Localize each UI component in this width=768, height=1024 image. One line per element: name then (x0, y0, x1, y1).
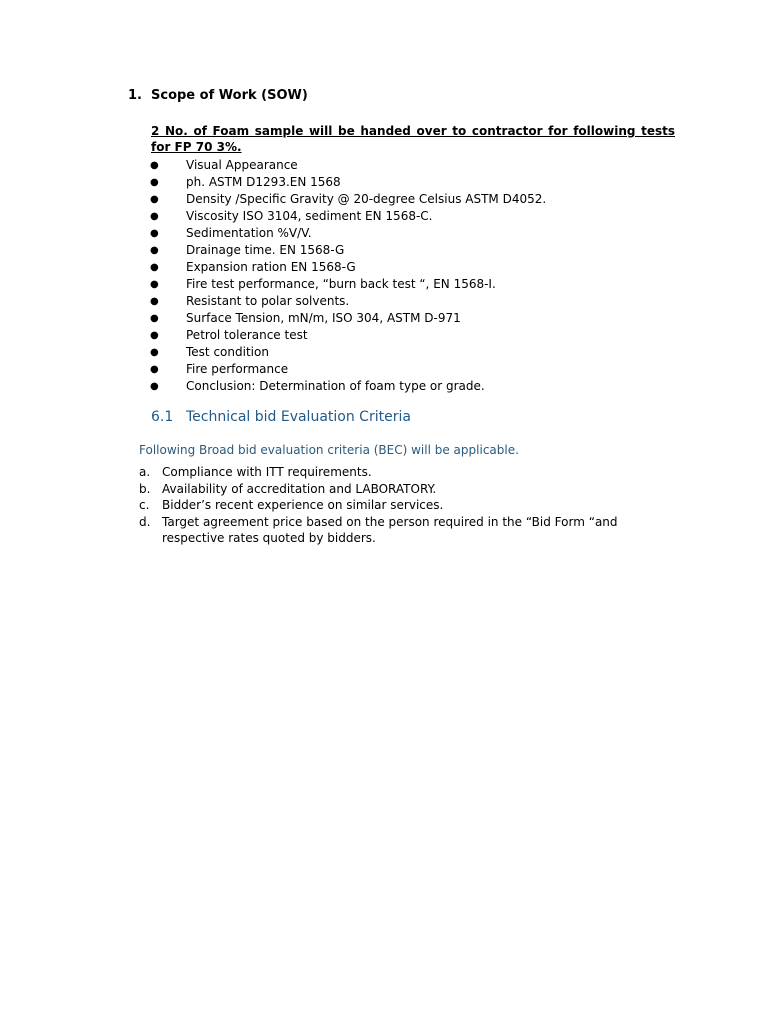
bullet-icon: ● (150, 347, 159, 358)
list-item-text: Expansion ration EN 1568-G (186, 260, 356, 274)
bullet-icon: ● (150, 364, 159, 375)
list-item-text: Viscosity ISO 3104, sediment EN 1568-C. (186, 209, 433, 223)
bullet-icon: ● (150, 262, 159, 273)
list-item-text: Surface Tension, mN/m, ISO 304, ASTM D-971 (186, 311, 461, 325)
list-item (150, 225, 546, 242)
list-item (150, 174, 546, 191)
list-item (150, 378, 546, 395)
list-item-text: Fire performance (186, 362, 289, 376)
list-item (139, 481, 659, 498)
bullet-icon: ● (150, 330, 159, 341)
list-item (150, 293, 546, 310)
list-item (139, 464, 659, 481)
scope-intro: 2 No. of Foam sample will be handed over to contractor for following tests for FP 70 3%. (151, 124, 675, 154)
list-item-text: Target agreement price based on the person required in the “Bid Form “and respective rates quoted by bidders. (162, 514, 618, 545)
list-item-text: ph. ASTM D1293.EN 1568 (186, 175, 341, 189)
list-item (150, 310, 546, 327)
section-number: 1. (128, 88, 142, 103)
list-item (139, 514, 659, 547)
list-item (150, 157, 546, 174)
list-item-text: Fire test performance, “burn back test “, EN 1568-I. (186, 277, 496, 291)
list-item (150, 208, 546, 225)
bullet-icon: ● (150, 177, 159, 188)
list-item (150, 242, 546, 259)
bullet-icon: ● (150, 211, 159, 222)
section-heading (128, 88, 308, 103)
subsection-title: Technical bid Evaluation Criteria (186, 409, 411, 425)
criteria-list (139, 464, 659, 547)
list-letter: c. (139, 498, 150, 512)
bullet-icon: ● (150, 194, 159, 205)
list-item (150, 259, 546, 276)
list-item-text: Compliance with ITT requirements. (162, 465, 372, 479)
list-letter: d. (139, 514, 151, 529)
list-item (150, 361, 546, 378)
bullet-icon: ● (150, 160, 159, 171)
list-item-text: Petrol tolerance test (186, 328, 308, 342)
bullet-icon: ● (150, 296, 159, 307)
list-item (150, 191, 546, 208)
list-item-text: Density /Specific Gravity @ 20-degree Celsius ASTM D4052. (186, 192, 547, 206)
subsection-number: 6.1 (151, 409, 174, 425)
list-item (150, 344, 546, 361)
list-item-text: Bidder’s recent experience on similar services. (162, 498, 444, 512)
list-item (139, 497, 659, 514)
list-item-text: Conclusion: Determination of foam type or grade. (186, 379, 485, 393)
bullet-icon: ● (150, 245, 159, 256)
test-list (150, 157, 546, 395)
section-title: Scope of Work (SOW) (151, 88, 308, 103)
list-item-text: Sedimentation %V/V. (186, 226, 312, 240)
bullet-icon: ● (150, 313, 159, 324)
list-item-text: Availability of accreditation and LABORATORY. (162, 481, 437, 496)
list-letter: a. (139, 465, 151, 479)
bullet-icon: ● (150, 279, 159, 290)
bullet-icon: ● (150, 228, 159, 239)
list-item (150, 276, 546, 293)
list-letter: b. (139, 481, 151, 496)
list-item-text: Test condition (186, 345, 269, 359)
list-item-text: Resistant to polar solvents. (186, 294, 350, 308)
list-item-text: Visual Appearance (186, 158, 298, 172)
subsection-heading (151, 409, 411, 425)
bullet-icon: ● (150, 381, 159, 392)
list-item-text: Drainage time. EN 1568-G (186, 243, 345, 257)
list-item (150, 327, 546, 344)
criteria-intro: Following Broad bid evaluation criteria (BEC) will be applicable. (139, 443, 519, 457)
